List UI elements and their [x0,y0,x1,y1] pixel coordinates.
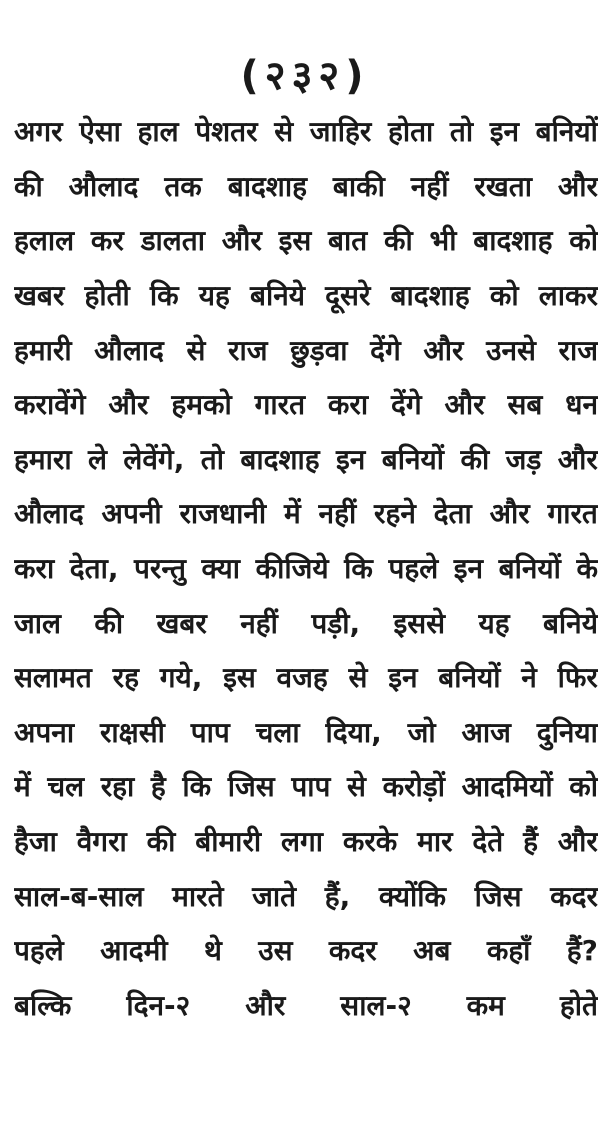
text-line: पहले आदमी थे उस कदर अब कहाँ हैं? [14,934,598,968]
text-line: अगर ऐसा हाल पेशतर से जाहिर होता तो इन बनियों [14,115,598,149]
text-line: हलाल कर डालता और इस बात की भी बादशाह को [14,224,598,258]
text-line: बल्कि दिन-२ और साल-२ कम होते [14,988,598,1022]
text-line: करावेंगे और हमको गारत करा देंगे और सब धन [14,388,598,422]
text-line: अपना राक्षसी पाप चला दिया, जो आज दुनिया [14,715,598,749]
text-line: खबर होती कि यह बनिये दूसरे बादशाह को लाकर [14,279,598,313]
text-line: साल-ब-साल मारते जाते हैं, क्योंकि जिस कदर [14,879,598,913]
page-number: (२३२) [240,53,370,99]
text-line: सलामत रह गये, इस वजह से इन बनियों ने फिर [14,661,598,695]
text-line: जाल की खबर नहीं पड़ी, इससे यह बनिये [14,606,598,640]
text-line: हमारी औलाद से राज छुड़वा देंगे और उनसे राज [14,333,598,367]
text-line: में चल रहा है कि जिस पाप से करोड़ों आदमियों को [14,770,598,804]
text-line: औलाद अपनी राजधानी में नहीं रहने देता और गारत [14,497,598,531]
text-line: हमारा ले लेवेंगे, तो बादशाह इन बनियों की जड़ और [14,442,598,476]
text-line: हैजा वैगरा की बीमारी लगा करके मार देते हैं और [14,825,598,859]
text-line: की औलाद तक बादशाह बाकी नहीं रखता और [14,169,598,203]
body-text [14,104,598,1032]
text-line: करा देता, परन्तु क्या कीजिये कि पहले इन बनियों के [14,552,598,586]
